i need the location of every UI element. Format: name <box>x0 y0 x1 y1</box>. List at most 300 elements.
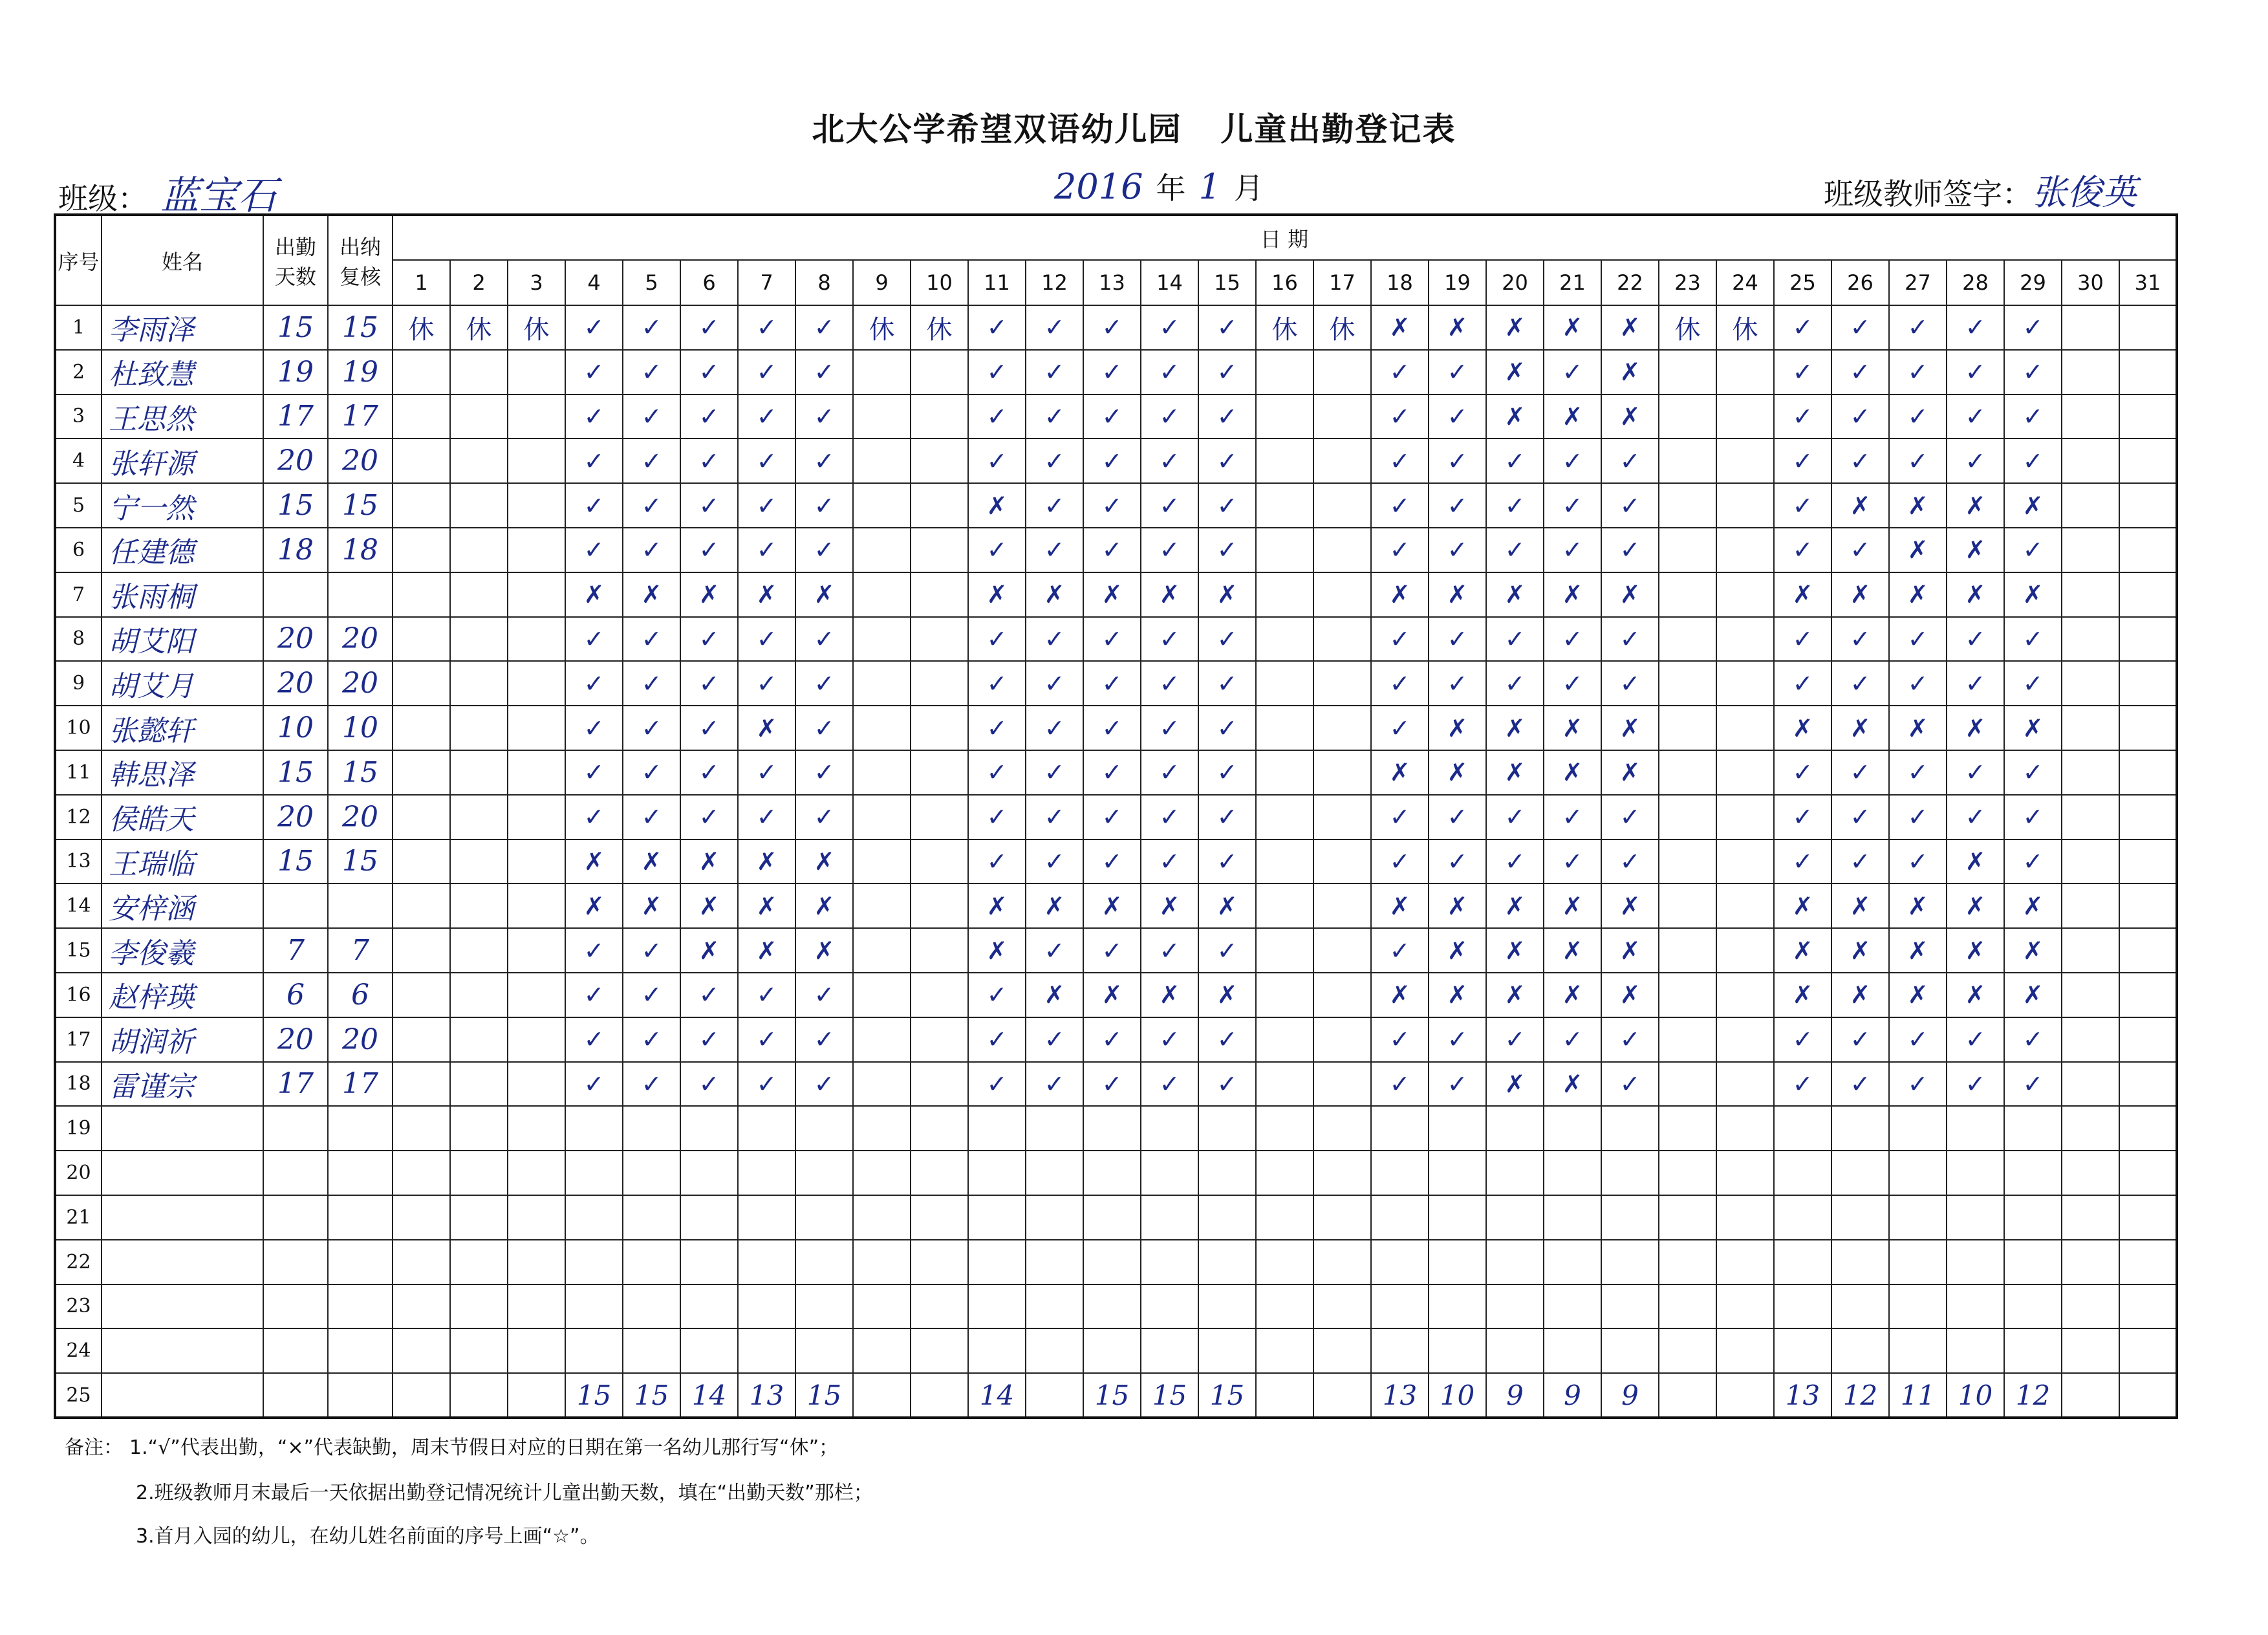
row-seq: 23 <box>55 1284 102 1329</box>
attendance-mark: ✗ <box>1141 973 1198 1017</box>
attendance-mark <box>508 1240 565 1284</box>
attendance-mark: ✓ <box>623 1062 680 1107</box>
attendance-mark: ✓ <box>2004 395 2062 439</box>
date-3: 3 <box>508 260 565 305</box>
attendance-mark <box>853 750 911 795</box>
year-value: 2016 <box>1054 166 1143 207</box>
attendance-mark <box>738 1106 795 1151</box>
attendance-mark: 15 <box>1141 1373 1198 1418</box>
attendance-mark <box>393 839 450 884</box>
attendance-mark: ✗ <box>1486 395 1544 439</box>
attendance-mark <box>911 795 968 839</box>
attendance-mark: ✗ <box>1889 883 1947 928</box>
attendance-mark: ✓ <box>565 528 623 572</box>
attendance-mark <box>1659 350 1716 395</box>
attendance-mark <box>393 1284 450 1329</box>
row-seq: 18 <box>55 1062 102 1107</box>
date-28: 28 <box>1947 260 2004 305</box>
attendance-mark <box>968 1240 1026 1284</box>
attendance-mark: ✓ <box>1889 750 1947 795</box>
child-name: 胡艾阳 <box>102 617 263 662</box>
attendance-mark: ✓ <box>1889 1062 1947 1107</box>
cashier-check: 18 <box>328 528 393 572</box>
attendance-mark: ✓ <box>1141 661 1198 706</box>
attendance-mark <box>1659 1373 1716 1418</box>
attendance-mark <box>1313 839 1371 884</box>
attendance-mark: ✓ <box>680 617 738 662</box>
attendance-mark: ✓ <box>795 305 853 350</box>
attendance-mark <box>393 661 450 706</box>
attendance-days: 17 <box>263 1062 328 1107</box>
attendance-mark <box>393 572 450 617</box>
attendance-mark <box>450 883 508 928</box>
attendance-mark <box>1659 395 1716 439</box>
attendance-mark: ✓ <box>1947 1017 2004 1062</box>
attendance-mark <box>1831 1106 1889 1151</box>
attendance-mark: ✓ <box>1831 439 1889 483</box>
attendance-mark <box>508 350 565 395</box>
attendance-mark: ✗ <box>968 572 1026 617</box>
attendance-mark <box>1486 1240 1544 1284</box>
attendance-mark: ✓ <box>1947 617 2004 662</box>
table-row <box>55 483 2177 528</box>
attendance-mark <box>1544 1151 1601 1195</box>
attendance-mark: ✓ <box>968 795 1026 839</box>
attendance-mark: ✓ <box>1083 395 1141 439</box>
attendance-mark: ✗ <box>1141 572 1198 617</box>
attendance-mark <box>911 572 968 617</box>
attendance-mark: ✓ <box>1141 750 1198 795</box>
attendance-mark: ✗ <box>1831 883 1889 928</box>
attendance-mark: ✗ <box>1083 572 1141 617</box>
attendance-days <box>263 883 328 928</box>
attendance-mark: ✓ <box>738 395 795 439</box>
attendance-mark: ✓ <box>795 350 853 395</box>
attendance-mark: ✓ <box>1544 439 1601 483</box>
month-suffix: 月 <box>1233 171 1264 206</box>
attendance-mark <box>2119 928 2177 973</box>
attendance-days-header: 出勤 天数 <box>263 215 328 305</box>
attendance-mark: ✓ <box>1429 1062 1486 1107</box>
attendance-mark: ✓ <box>623 483 680 528</box>
attendance-mark: ✓ <box>1774 395 1831 439</box>
attendance-mark <box>853 973 911 1017</box>
attendance-mark: ✓ <box>1026 839 1083 884</box>
attendance-mark: ✓ <box>1774 617 1831 662</box>
row-seq: 14 <box>55 883 102 928</box>
attendance-mark <box>1371 1106 1429 1151</box>
attendance-mark <box>1313 350 1371 395</box>
attendance-mark <box>1256 750 1313 795</box>
attendance-mark <box>853 395 911 439</box>
attendance-mark <box>1256 883 1313 928</box>
attendance-mark: ✓ <box>1889 439 1947 483</box>
attendance-days <box>263 572 328 617</box>
attendance-mark <box>1026 1106 1083 1151</box>
attendance-mark: ✓ <box>1371 661 1429 706</box>
attendance-mark <box>2119 1151 2177 1195</box>
child-name: 李俊羲 <box>102 928 263 973</box>
attendance-mark <box>911 1195 968 1240</box>
attendance-mark: ✓ <box>1371 1017 1429 1062</box>
attendance-mark: ✓ <box>1026 305 1083 350</box>
attendance-mark: ✓ <box>1198 439 1256 483</box>
attendance-mark: ✓ <box>1544 483 1601 528</box>
attendance-mark: ✗ <box>1601 305 1659 350</box>
attendance-mark <box>2004 1151 2062 1195</box>
attendance-mark <box>1947 1240 2004 1284</box>
attendance-days <box>263 1195 328 1240</box>
attendance-mark: ✗ <box>1601 883 1659 928</box>
child-name: 王思然 <box>102 395 263 439</box>
attendance-mark <box>508 1195 565 1240</box>
attendance-mark: ✓ <box>1026 483 1083 528</box>
attendance-days: 20 <box>263 795 328 839</box>
attendance-mark <box>680 1151 738 1195</box>
attendance-mark <box>1256 706 1313 750</box>
attendance-mark: ✓ <box>1141 350 1198 395</box>
attendance-mark <box>738 1328 795 1373</box>
attendance-mark <box>393 883 450 928</box>
table-row <box>55 750 2177 795</box>
attendance-mark <box>393 395 450 439</box>
teacher-signature-line <box>1824 165 2137 215</box>
attendance-mark: ✓ <box>1544 350 1601 395</box>
attendance-mark <box>1256 1195 1313 1240</box>
attendance-mark: ✗ <box>968 928 1026 973</box>
note-3 <box>136 1520 599 1548</box>
attendance-mark: 休 <box>508 305 565 350</box>
attendance-mark <box>393 1017 450 1062</box>
attendance-mark: ✓ <box>1486 839 1544 884</box>
attendance-mark: ✓ <box>1026 439 1083 483</box>
attendance-mark: 休 <box>450 305 508 350</box>
attendance-mark <box>450 483 508 528</box>
table-row <box>55 617 2177 662</box>
attendance-mark <box>2062 706 2119 750</box>
attendance-mark <box>450 350 508 395</box>
attendance-mark <box>1313 1240 1371 1284</box>
attendance-mark: ✓ <box>565 750 623 795</box>
attendance-mark <box>1256 528 1313 572</box>
child-name: 安梓涵 <box>102 883 263 928</box>
attendance-mark <box>1486 1151 1544 1195</box>
attendance-mark <box>393 706 450 750</box>
attendance-mark <box>450 839 508 884</box>
attendance-mark: ✗ <box>1831 706 1889 750</box>
attendance-mark <box>1889 1106 1947 1151</box>
attendance-mark: ✓ <box>1026 928 1083 973</box>
cashier-check: 20 <box>328 661 393 706</box>
attendance-mark <box>1601 1284 1659 1329</box>
attendance-mark <box>1429 1240 1486 1284</box>
cashier-check: 15 <box>328 305 393 350</box>
row-seq: 21 <box>55 1195 102 1240</box>
attendance-mark <box>508 928 565 973</box>
attendance-mark: ✓ <box>565 483 623 528</box>
attendance-mark <box>1198 1151 1256 1195</box>
attendance-mark: ✗ <box>2004 928 2062 973</box>
attendance-mark: ✗ <box>1947 973 2004 1017</box>
attendance-mark <box>2062 1195 2119 1240</box>
attendance-mark: ✓ <box>795 1017 853 1062</box>
attendance-mark <box>450 617 508 662</box>
attendance-mark: ✗ <box>1544 883 1601 928</box>
attendance-mark: ✓ <box>1198 528 1256 572</box>
attendance-mark <box>1544 1284 1601 1329</box>
attendance-mark: ✓ <box>680 973 738 1017</box>
attendance-mark: ✓ <box>565 795 623 839</box>
attendance-mark: ✓ <box>623 795 680 839</box>
attendance-mark: ✗ <box>1544 706 1601 750</box>
attendance-mark <box>2062 395 2119 439</box>
attendance-mark: ✓ <box>1544 1017 1601 1062</box>
attendance-mark <box>565 1151 623 1195</box>
attendance-mark <box>508 750 565 795</box>
attendance-mark: ✓ <box>1831 839 1889 884</box>
attendance-mark: ✓ <box>1083 305 1141 350</box>
attendance-mark <box>911 1151 968 1195</box>
attendance-mark <box>911 439 968 483</box>
attendance-mark <box>1256 572 1313 617</box>
attendance-mark <box>1371 1328 1429 1373</box>
attendance-mark <box>1947 1151 2004 1195</box>
attendance-mark: ✓ <box>1083 795 1141 839</box>
attendance-mark: ✗ <box>1601 973 1659 1017</box>
attendance-mark <box>2062 305 2119 350</box>
attendance-mark <box>911 1284 968 1329</box>
attendance-mark <box>2062 973 2119 1017</box>
table-row <box>55 572 2177 617</box>
attendance-mark <box>2004 1106 2062 1151</box>
table-row <box>55 661 2177 706</box>
attendance-mark: ✗ <box>1947 572 2004 617</box>
attendance-mark <box>2119 439 2177 483</box>
attendance-mark <box>911 1017 968 1062</box>
attendance-mark: ✗ <box>1026 572 1083 617</box>
attendance-mark: ✗ <box>1774 928 1831 973</box>
attendance-mark <box>393 1240 450 1284</box>
attendance-mark <box>1659 1195 1716 1240</box>
attendance-mark <box>911 1106 968 1151</box>
attendance-mark <box>911 617 968 662</box>
attendance-mark: ✓ <box>795 1062 853 1107</box>
child-name: 张轩源 <box>102 439 263 483</box>
attendance-mark: ✗ <box>738 883 795 928</box>
attendance-mark: 14 <box>680 1373 738 1418</box>
attendance-mark: ✓ <box>1486 528 1544 572</box>
attendance-mark <box>1716 706 1774 750</box>
attendance-mark: ✓ <box>1831 395 1889 439</box>
attendance-mark <box>1141 1284 1198 1329</box>
attendance-mark: ✓ <box>1141 795 1198 839</box>
attendance-days: 20 <box>263 439 328 483</box>
attendance-mark <box>508 483 565 528</box>
attendance-mark: ✓ <box>1083 750 1141 795</box>
attendance-mark <box>508 572 565 617</box>
cashier-check <box>328 1151 393 1195</box>
attendance-mark: ✓ <box>680 706 738 750</box>
attendance-mark <box>853 1106 911 1151</box>
attendance-mark <box>2062 350 2119 395</box>
attendance-mark: ✓ <box>1083 1062 1141 1107</box>
attendance-mark: ✓ <box>623 928 680 973</box>
attendance-mark: ✓ <box>1947 1062 2004 1107</box>
attendance-mark: ✗ <box>1198 572 1256 617</box>
attendance-mark: ✓ <box>1141 1062 1198 1107</box>
attendance-mark: ✗ <box>1831 572 1889 617</box>
attendance-mark <box>853 1373 911 1418</box>
attendance-mark: ✗ <box>1198 883 1256 928</box>
attendance-mark: ✓ <box>1429 528 1486 572</box>
table-row <box>55 528 2177 572</box>
child-name: 李雨泽 <box>102 305 263 350</box>
attendance-mark <box>1429 1328 1486 1373</box>
attendance-mark <box>1141 1151 1198 1195</box>
cashier-check: 15 <box>328 483 393 528</box>
attendance-mark: ✓ <box>1544 617 1601 662</box>
attendance-mark <box>393 973 450 1017</box>
attendance-mark <box>1313 661 1371 706</box>
attendance-mark <box>853 1062 911 1107</box>
attendance-mark <box>911 750 968 795</box>
attendance-mark: ✓ <box>1486 483 1544 528</box>
attendance-mark <box>1313 1017 1371 1062</box>
attendance-mark: ✓ <box>1083 350 1141 395</box>
attendance-mark: ✗ <box>795 839 853 884</box>
attendance-mark <box>1026 1284 1083 1329</box>
attendance-mark <box>1256 1106 1313 1151</box>
attendance-mark <box>1256 1017 1313 1062</box>
attendance-mark <box>680 1195 738 1240</box>
attendance-mark: ✓ <box>1601 528 1659 572</box>
date-19: 19 <box>1429 260 1486 305</box>
attendance-mark <box>450 1284 508 1329</box>
child-name: 王瑞临 <box>102 839 263 884</box>
year-suffix: 年 <box>1156 171 1186 206</box>
attendance-mark <box>393 1373 450 1418</box>
attendance-mark <box>1659 839 1716 884</box>
attendance-mark <box>1371 1195 1429 1240</box>
attendance-mark: ✓ <box>795 617 853 662</box>
attendance-mark <box>1774 1284 1831 1329</box>
attendance-mark <box>1141 1328 1198 1373</box>
row-seq: 17 <box>55 1017 102 1062</box>
attendance-mark: ✗ <box>1544 928 1601 973</box>
attendance-mark: ✗ <box>1486 305 1544 350</box>
attendance-mark <box>2119 395 2177 439</box>
attendance-mark: ✓ <box>738 661 795 706</box>
attendance-mark: ✗ <box>680 883 738 928</box>
date-2: 2 <box>450 260 508 305</box>
attendance-mark: ✓ <box>565 350 623 395</box>
attendance-mark <box>450 1062 508 1107</box>
attendance-mark <box>393 795 450 839</box>
attendance-mark: ✓ <box>1026 661 1083 706</box>
attendance-mark: ✓ <box>1831 305 1889 350</box>
cashier-check <box>328 572 393 617</box>
attendance-mark: ✗ <box>2004 973 2062 1017</box>
attendance-mark <box>1026 1195 1083 1240</box>
attendance-mark <box>1601 1195 1659 1240</box>
attendance-mark <box>508 883 565 928</box>
attendance-mark <box>911 528 968 572</box>
note-1 <box>65 1431 838 1460</box>
child-name <box>102 1151 263 1195</box>
attendance-mark <box>738 1195 795 1240</box>
attendance-mark <box>911 883 968 928</box>
attendance-mark: ✓ <box>2004 617 2062 662</box>
attendance-mark: ✓ <box>1026 706 1083 750</box>
attendance-days <box>263 1106 328 1151</box>
attendance-mark <box>1716 350 1774 395</box>
row-seq: 13 <box>55 839 102 884</box>
attendance-mark <box>1198 1195 1256 1240</box>
attendance-mark <box>1716 528 1774 572</box>
attendance-mark <box>623 1328 680 1373</box>
attendance-mark: ✗ <box>1831 973 1889 1017</box>
attendance-mark <box>1601 1151 1659 1195</box>
attendance-mark <box>1716 750 1774 795</box>
attendance-mark <box>1256 1151 1313 1195</box>
attendance-mark <box>2119 1062 2177 1107</box>
attendance-mark <box>1256 928 1313 973</box>
table-row <box>55 1195 2177 1240</box>
attendance-days <box>263 1373 328 1418</box>
attendance-mark: ✗ <box>680 839 738 884</box>
attendance-mark <box>1429 1151 1486 1195</box>
row-seq: 8 <box>55 617 102 662</box>
attendance-mark <box>508 617 565 662</box>
attendance-mark: ✗ <box>1429 572 1486 617</box>
date-13: 13 <box>1083 260 1141 305</box>
attendance-mark: ✗ <box>1889 706 1947 750</box>
attendance-mark: ✗ <box>1429 706 1486 750</box>
attendance-mark: 9 <box>1544 1373 1601 1418</box>
attendance-mark: ✓ <box>2004 305 2062 350</box>
attendance-mark <box>2062 1373 2119 1418</box>
attendance-mark <box>1429 1106 1486 1151</box>
attendance-mark: 15 <box>1083 1373 1141 1418</box>
attendance-mark: ✓ <box>1601 617 1659 662</box>
attendance-mark: ✓ <box>680 305 738 350</box>
attendance-mark <box>1256 1328 1313 1373</box>
attendance-mark: ✓ <box>1429 1017 1486 1062</box>
attendance-mark <box>1026 1373 1083 1418</box>
attendance-mark <box>1486 1284 1544 1329</box>
attendance-mark: ✓ <box>1371 350 1429 395</box>
attendance-mark <box>2062 1151 2119 1195</box>
attendance-mark <box>853 1240 911 1284</box>
attendance-mark <box>2119 661 2177 706</box>
date-18: 18 <box>1371 260 1429 305</box>
attendance-mark <box>1659 1017 1716 1062</box>
attendance-mark: ✗ <box>738 706 795 750</box>
attendance-mark: ✓ <box>1601 439 1659 483</box>
attendance-mark: ✗ <box>2004 883 2062 928</box>
row-seq: 9 <box>55 661 102 706</box>
attendance-mark: ✓ <box>680 1017 738 1062</box>
attendance-mark <box>1313 1195 1371 1240</box>
table-row <box>55 439 2177 483</box>
child-name: 侯皓天 <box>102 795 263 839</box>
attendance-mark <box>795 1240 853 1284</box>
teacher-label: 班级教师签字： <box>1824 177 2032 211</box>
attendance-mark <box>1716 1373 1774 1418</box>
attendance-mark: ✓ <box>1774 483 1831 528</box>
table-row <box>55 1240 2177 1284</box>
attendance-mark <box>1198 1240 1256 1284</box>
